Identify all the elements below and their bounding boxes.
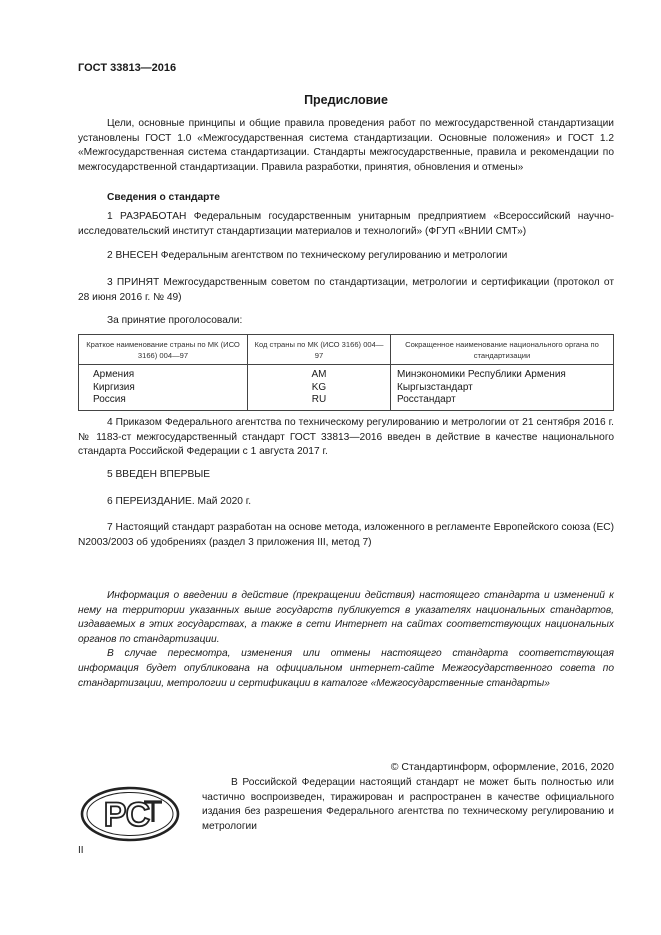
section-heading: Сведения о стандарте [107,192,220,203]
item-4 [78,416,614,460]
cell-body: Минэкономики Республики Армения [391,365,614,382]
rst-certification-mark-icon [80,786,180,842]
document-header-id: ГОСТ 33813—2016 [78,62,177,74]
item-7-text: 7 Настоящий стандарт разработан на основе метода, изложенного в регламенте Европейского союза (ЕС) N2003/2003 об удобрениях (раздел 3 приложения III, метод 7) [78,522,614,548]
cell-body: Росстандарт [391,394,614,410]
item-3-text: 3 ПРИНЯТ Межгосударственным советом по стандартизации, метрологии и сертификации (протокол от 28 июня 2016 г. № 49) [78,277,614,303]
page-title: Предисловие [304,93,388,107]
table-row [79,365,614,382]
info-block [78,589,614,691]
table-header-row [79,335,614,365]
item-5 [78,468,614,483]
header-country: Краткое наименование страны по МК (ИСО 3166) 004—97 [79,335,248,365]
item-4-text: 4 Приказом Федерального агентства по техническому регулированию и метрологии от 21 сентября 2016 г. № 1183-ст межгосударственный стандарт ГОСТ 33813—2016 введен в действие в качестве национального стандарта Российской Федерации с 1 августа 2017 г. [78,417,614,458]
header-body: Сокращенное наименование национального органа по стандартизации [391,335,614,365]
copyright-line: © Стандартинформ, оформление, 2016, 2020 [390,761,614,773]
table-row [79,394,614,410]
reproduction-notice [202,776,614,834]
item-1 [78,210,614,239]
item-3 [78,276,614,305]
item-6-text: 6 ПЕРЕИЗДАНИЕ. Май 2020 г. [107,496,252,507]
cell-body: Кыргызстандарт [391,382,614,395]
member-states-table [78,334,614,411]
cell-country: Киргизия [79,382,248,395]
intro-text: Цели, основные принципы и общие правила проведения работ по межгосударственной стандартизации установлены ГОСТ 1.0 «Межгосударственная система стандартизации. Основные положения» и ГОСТ 1.2 «Межгосударственная система стандартизации. Стандарты межгосударственные, правила и рекомендации по межгосударственной стандартизации. Правила разработки, принятия, обновления и отмены» [78,118,614,173]
cell-code: RU [248,394,391,410]
page-number: II [78,845,84,856]
item-1-text: 1 РАЗРАБОТАН Федеральным государственным унитарным предприятием «Всероссийский научно-исследовательский институт стандартизации материалов и технологий» (ФГУП «ВНИИ СМТ») [78,211,614,237]
intro-paragraph [78,117,614,175]
item-5-text: 5 ВВЕДЕН ВПЕРВЫЕ [107,469,211,480]
voted-label: За принятие проголосовали: [107,315,243,326]
item-2 [78,249,614,264]
item-2-text: 2 ВНЕСЕН Федеральным агентством по техническому регулированию и метрологии [107,250,508,261]
reproduction-notice-text: В Российской Федерации настоящий стандарт не может быть полностью или частично воспроизведен, тиражирован и распространен в качестве официального издания без разрешения Федерального агентства по техническому регулированию и метрологии [202,777,614,832]
table-row [79,382,614,395]
info-paragraph-2: В случае пересмотра, изменения или отмены настоящего стандарта соответствующая информация будет опубликована на официальном интернет-сайте Межгосударственного совета по стандартизации, метрологии и сертификации в каталоге «Межгосударственные стандарты» [78,648,614,689]
cell-country: Армения [79,365,248,382]
info-paragraph-1: Информация о введении в действие (прекращении действия) настоящего стандарта и изменений к нему на территории указанных выше государств публикуется в указателях национальных стандартов, издаваемых в этих государствах, а также в сети Интернет на сайтах соответствующих национальных органов по стандартизации. [78,590,614,645]
logo-lettering: РС [103,796,151,834]
cell-country: Россия [79,394,248,410]
cell-code: AM [248,365,391,382]
item-6 [78,495,614,510]
item-7 [78,521,614,550]
cell-code: KG [248,382,391,395]
header-code: Код страны по МК (ИСО 3166) 004—97 [248,335,391,365]
